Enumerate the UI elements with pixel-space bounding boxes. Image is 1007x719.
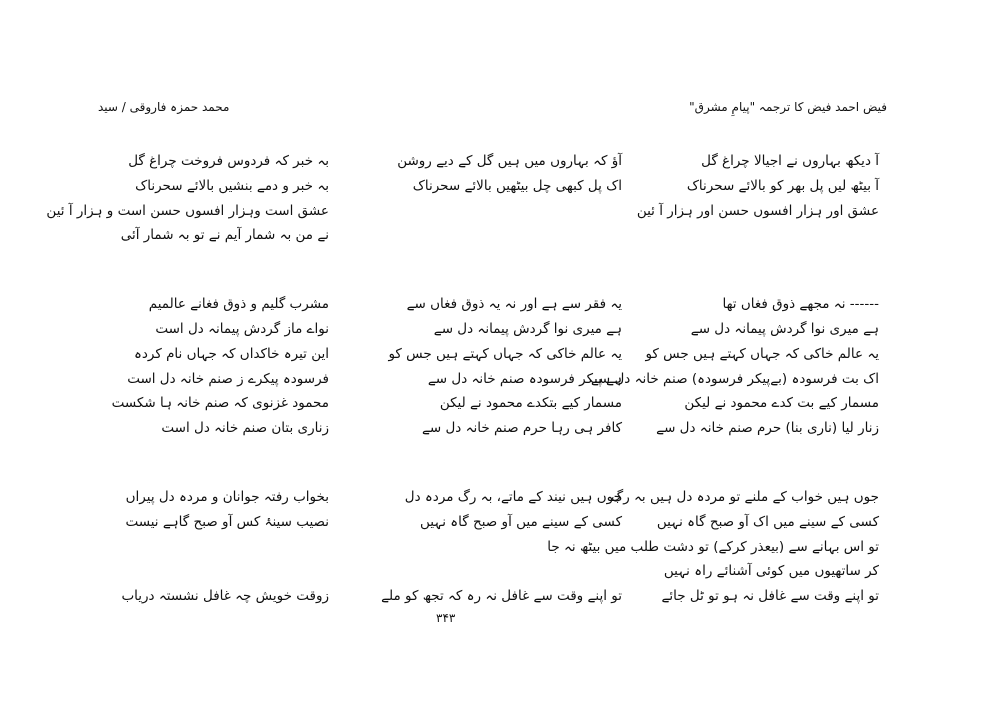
verse-line: کسی کے سینے میں آو صبح گاہ نہیں <box>419 513 622 530</box>
verse-line: اک بت فرسودہ (بےپیکر فرسودہ) صنم خانہ دل سے <box>590 370 879 387</box>
running-header-author: محمد حمزہ فاروقی / سید <box>98 100 230 114</box>
verse-line: مسمار کیے بتکدے محمود نے لیکن <box>439 395 622 412</box>
running-header-title: فیض احمد فیض کا ترجمہ "پیامِ مشرق" <box>689 100 887 114</box>
verse-spacer <box>79 559 329 584</box>
verse-spacer <box>634 223 879 248</box>
verse-line: نواے ماز گردش پیمانہ دل است <box>155 320 329 337</box>
verse-line: تو اپنے وقت سے غافل نہ رہ کہ تجھ کو ملے <box>381 588 622 605</box>
verse-line: آ دیکھ بہاروں نے اجیالا چراغ گل <box>701 153 879 169</box>
verse-line: فرسودہ پیکرے ز صنم خانہ دل است <box>127 370 329 387</box>
verse-spacer <box>377 223 622 248</box>
verse-line: آؤ کہ بہاروں میں ہیں گل کے دیے روشن <box>397 153 622 169</box>
poem-column-right <box>547 149 879 609</box>
verse-spacer <box>377 559 622 584</box>
verse-line: نصیب سینۂ کس آو صبح گاہے نیست <box>125 513 329 530</box>
verse-line: بہ خبر کہ فردوس فروخت چراغ گل <box>128 153 329 169</box>
verse-line: جوں ہیں نیند کے ماتے، بہ رگ مردہ دل <box>404 488 622 505</box>
verse-line: کافر ہی رہا حرم صنم خانہ دل سے <box>421 420 622 437</box>
verse-line: ہے میری نوا گردش پیمانہ دل سے <box>433 320 622 337</box>
verse-spacer <box>377 199 622 224</box>
verse-line: نے من بہ شمار آیم نے تو بہ شمار آئی <box>120 227 329 244</box>
verse-spacer <box>377 535 622 560</box>
stanza-gap <box>634 441 879 485</box>
verse-line: ہے پیکر فرسودہ صنم خانہ دل سے <box>427 370 622 387</box>
stanza-gap <box>377 248 622 292</box>
verse-line: ------ نہ مجھے ذوق فغاں تھا <box>722 296 879 313</box>
verse-line: بخواب رفتہ جوانان و مردہ دل پیراں <box>125 488 329 505</box>
verse-line: زناری بتان صنم خانہ دل است <box>161 420 329 437</box>
verse-spacer <box>79 535 329 560</box>
verse-line: بہ خبر و دمے بنشیں بالائے سحرناک <box>135 177 329 194</box>
stanza-gap <box>79 441 329 485</box>
verse-line: آ بیٹھ لیں پل بھر کو بالائے سحرناک <box>686 177 879 194</box>
stanza-gap <box>79 248 329 292</box>
stanza-gap <box>377 441 622 485</box>
verse-line: تو اس بہانے سے (بیعذر کرکے) تو دشت طلب میں بیٹھ نہ جا <box>547 538 879 555</box>
poem-column-middle <box>377 149 622 609</box>
verse-line: این تیرہ خاکداں کہ جہاں نام کردہ <box>133 345 329 362</box>
verse-line: یہ عالم خاکی کہ جہاں کہتے ہیں جس کو <box>645 345 879 362</box>
verse-line: زنار لیا (ناری بنا) حرم صنم خانہ دل سے <box>656 420 879 437</box>
verse-line: جوں ہیں خواب کے ملنے تو مردہ دل ہیں بہ رگ <box>611 488 879 505</box>
verse-line: یہ فقر سے ہے اور نہ یہ ذوق فغاں سے <box>406 296 622 313</box>
verse-line: کر ساتھیوں میں کوئی آشنائے راہ نہیں <box>663 563 879 580</box>
verse-line: عشق اور ہزار افسوں حسن اور ہزار آ ئین <box>636 202 879 219</box>
verse-line: تو اپنے وقت سے غافل نہ ہو تو ٹل جائے <box>661 588 879 605</box>
verse-line: کسی کے سینے میں اک آو صبح گاہ نہیں <box>656 513 879 530</box>
verse-line: زوقت خویش چہ غافل نشستہ دریاب <box>121 588 329 605</box>
verse-line: عشق است وہزار افسوں حسن است و ہزار آ ئین <box>46 202 329 219</box>
verse-line: ہے میری نوا گردش پیمانہ دل سے <box>690 320 879 337</box>
verse-line: مشرب گلیم و ذوق فغانے عالمیم <box>148 296 329 313</box>
page-number: ۳۴۳ <box>436 611 456 625</box>
poem-column-left <box>46 149 329 609</box>
stanza-gap <box>634 248 879 292</box>
verse-line: مسمار کیے بت کدے محمود نے لیکن <box>684 395 879 412</box>
verse-line: محمود غزنوی کہ صنم خانہ ہا شکست <box>111 395 329 412</box>
verse-line: اک پل کبھی چل بیٹھیں بالائے سحرناک <box>412 177 622 194</box>
verse-line: یہ عالم خاکی کہ جہاں کہتے ہیں جس کو <box>388 345 622 362</box>
